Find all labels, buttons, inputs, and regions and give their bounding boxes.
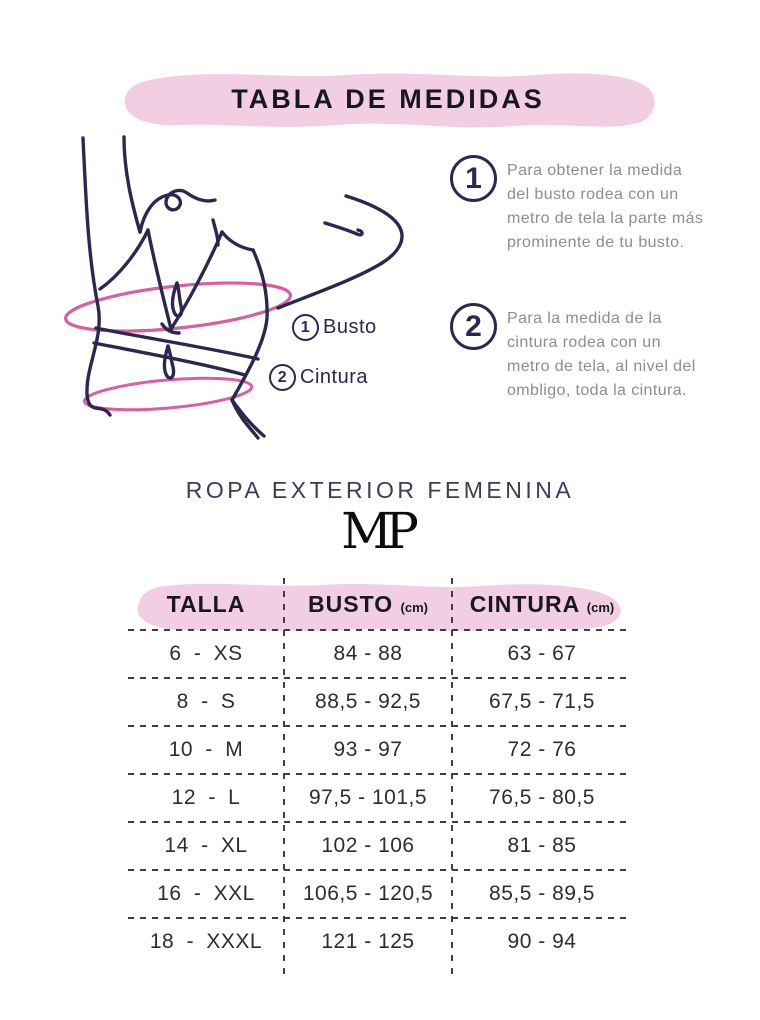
column-divider-1 [283,578,285,980]
table-row [128,870,632,918]
waist-label-text: Cintura [300,366,368,388]
cell-busto: 121 - 125 [321,930,415,953]
table-row [128,678,632,726]
brand-logo [0,502,760,560]
cell-cintura: 85,5 - 89,5 [489,882,595,905]
cell-talla: 16 - XXL [157,882,255,905]
title-banner [116,66,660,132]
cell-busto: 106,5 - 120,5 [302,882,434,905]
instruction-2-badge-icon: 2 [450,303,497,350]
cell-cintura: 72 - 76 [507,738,577,761]
cell-talla: 14 - XL [164,834,248,857]
table-row [128,630,632,678]
table-header-row [128,578,632,630]
table-row [128,822,632,870]
size-table [128,578,632,966]
bust-label-text: Busto [323,316,377,338]
table-row [128,726,632,774]
logo-letter-m: M [341,502,386,560]
cell-busto: 97,5 - 101,5 [308,786,428,809]
table-row [128,774,632,822]
cell-cintura: 90 - 94 [507,930,577,953]
instruction-waist [450,303,706,403]
cell-talla: 12 - L [171,786,241,809]
column-divider-2 [451,578,453,980]
bust-label [292,314,377,341]
instruction-2-text: Para la medida de la cintura rodea con un metro de tela, al nivel del ombligo, toda la cintura. [507,310,696,399]
logo-letter-p: P [385,502,419,560]
instruction-bust [450,155,706,255]
instruction-1-text: Para obtener la medida del busto rodea con un metro de tela la parte más prominente de tu busto. [507,162,704,251]
cell-cintura: 67,5 - 71,5 [489,690,595,713]
cell-busto: 88,5 - 92,5 [315,690,421,713]
cell-busto: 84 - 88 [333,642,403,665]
cell-cintura: 81 - 85 [507,834,577,857]
cell-talla: 8 - S [176,690,236,713]
waist-label [269,364,368,391]
cell-busto: 93 - 97 [333,738,403,761]
cintura-unit: (cm) [586,599,615,615]
header-talla: TALLA [166,590,246,617]
cell-talla: 10 - M [168,738,244,761]
instruction-1-badge-icon: 1 [450,155,497,202]
cell-cintura: 63 - 67 [507,642,577,665]
header-busto: BUSTO (cm) [308,590,428,617]
figure-illustration [50,132,450,468]
cell-cintura: 76,5 - 80,5 [489,786,595,809]
cell-busto: 102 - 106 [321,834,415,857]
table-row [128,918,632,966]
header-cintura: CINTURA (cm) [469,590,615,617]
section-heading: ROPA EXTERIOR FEMENINA [185,477,575,503]
number-1-badge-icon: 1 [292,314,319,341]
busto-unit: (cm) [400,599,428,615]
page-title: TABLA DE MEDIDAS [231,83,545,114]
number-2-badge-icon: 2 [269,364,296,391]
cell-talla: 6 - XS [169,642,243,665]
cell-talla: 18 - XXXL [149,930,263,953]
